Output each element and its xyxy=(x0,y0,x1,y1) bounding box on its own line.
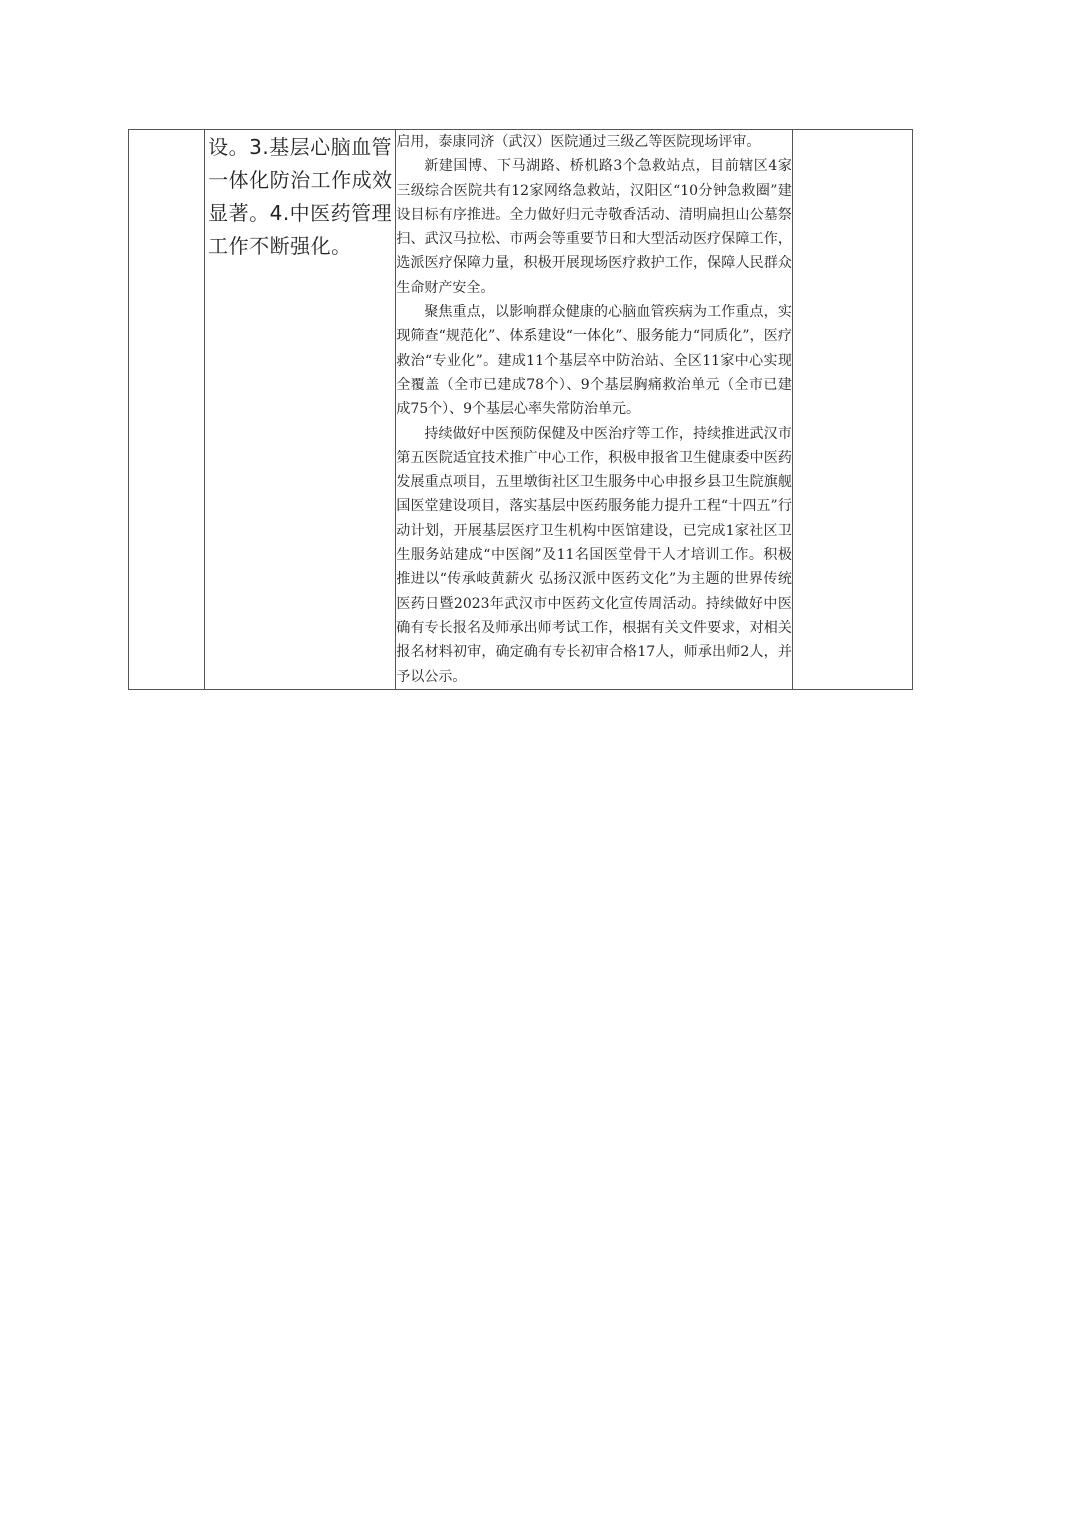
detail-paragraph-4: 持续做好中医预防保健及中医治疗等工作，持续推进武汉市第五医院适宜技术推广中心工作，积极申报省卫生健康委中医药发展重点项目，五里墩街社区卫生服务中心申报乡县卫生院旗舰国医堂建设项目，落实基层中医药服务能力提升工程“十四五”行动计划，开展基层医疗卫生机构中医馆建设，已完成1家社区卫生服务站建成“中医阁”及11名国医堂骨干人才培训工作。积极推进以“传承岐黄薪火 弘扬汉派中医药文化”为主题的世界传统医药日暨2023年武汉市中医药文化宣传周活动。持续做好中医确有专长报名及师承出师考试工作，根据有关文件要求，对相关报名材料初审，确定确有专长初审合格17人，师承出师2人，并予以公示。 xyxy=(396,425,792,685)
summary-text: 设。3.基层心脑血管一体化防治工作成效显著。4.中医药管理工作不断强化。 xyxy=(208,135,393,258)
index-cell xyxy=(129,130,205,690)
table-row xyxy=(129,130,913,690)
detail-paragraph-2: 新建国博、下马湖路、桥机路3个急救站点，目前辖区4家三级综合医院共有12家网络急救站，汉阳区“10分钟急救圈”建设目标有序推进。全力做好归元寺敬香活动、清明扁担山公墓祭扫、武汉马拉松、市两会等重要节日和大型活动医疗保障工作，选派医疗保障力量，积极开展现场医疗救护工作，保障人民群众生命财产安全。 xyxy=(396,158,792,296)
detail-cell xyxy=(396,130,793,690)
detail-paragraph-1: 启用，泰康同济（武汉）医院通过三级乙等医院现场评审。 xyxy=(396,134,761,150)
summary-cell xyxy=(205,130,396,690)
work-report-table xyxy=(128,129,913,690)
detail-paragraph-3: 聚焦重点，以影响群众健康的心脑血管疾病为工作重点，实现筛查“规范化”、体系建设“一体化”、服务能力“同质化”，医疗救治“专业化”。建成11个基层卒中防治站、全区11家中心实现全覆盖（全市已建成78个）、9个基层胸痛救治单元（全市已建成75个）、9个基层心率失常防治单元。 xyxy=(396,304,792,418)
remark-cell xyxy=(792,130,912,690)
